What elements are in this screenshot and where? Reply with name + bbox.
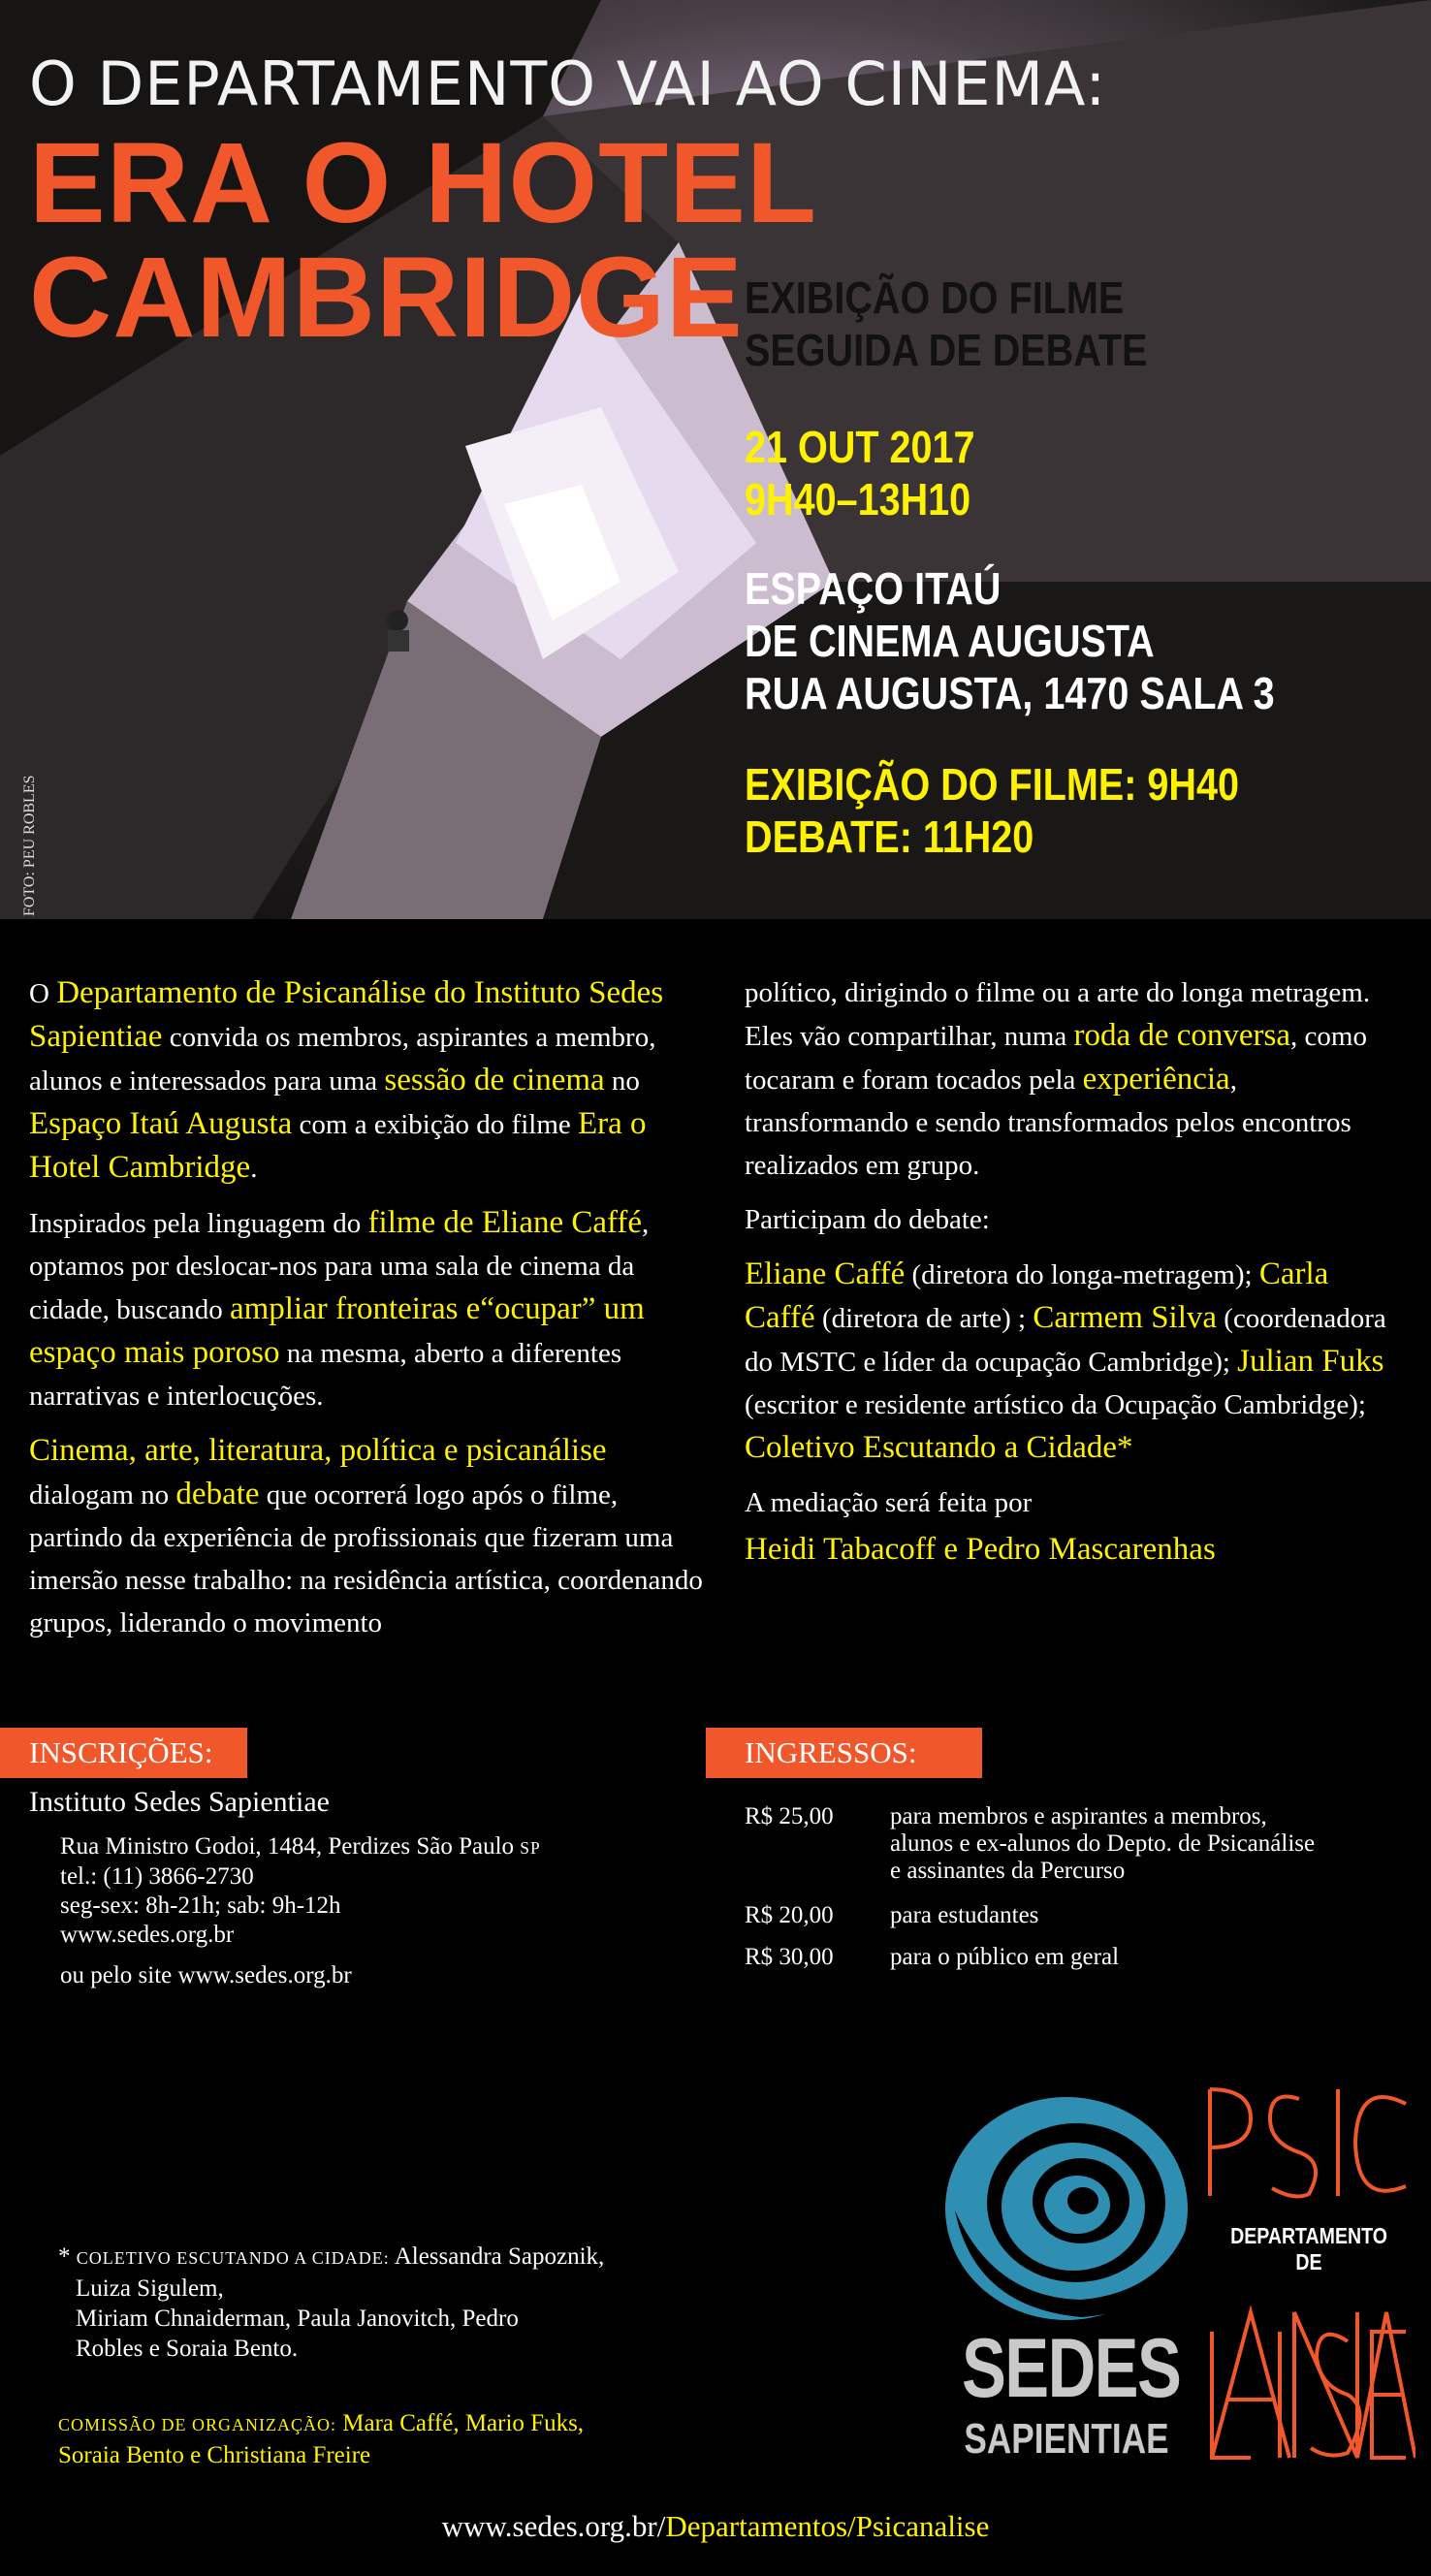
website[interactable]: www.sedes.org.br <box>60 1922 235 1948</box>
price-desc <box>890 1902 1431 1929</box>
mediators <box>745 1528 1404 1572</box>
title-line-2: ERA O HOTEL CAMBRIDGE <box>29 119 815 362</box>
text: no <box>604 1065 640 1097</box>
title-line-1: O DEPARTAMENTO VAI AO CINEMA: <box>29 48 1107 119</box>
price-desc <box>890 1944 1431 1971</box>
text: (escritor e residente artístico da Ocupação Cambridge); <box>745 1389 1366 1420</box>
comissao-note <box>58 2408 584 2470</box>
text: , transformando e sendo transformados pelos encontros realizados em grupo. <box>745 1065 1352 1181</box>
inscricoes-header: INSCRIÇÕES: <box>0 1728 247 1778</box>
hours: seg-sex: 8h-21h; sab: 9h-12h <box>60 1892 341 1919</box>
names: Robles e Soraia Bento. <box>76 2336 299 2362</box>
venue-line: ESPAÇO ITAÚ <box>745 563 1002 614</box>
participants-list <box>745 1253 1404 1470</box>
sapientiae-wordmark: SAPIENTIAE <box>964 2415 1169 2463</box>
participant-name: Julian Fuks <box>1237 1344 1384 1379</box>
coletivo-note <box>58 2242 604 2364</box>
state: SP <box>520 1838 541 1858</box>
mediation-heading: A mediação será feita por <box>745 1487 1033 1518</box>
event-subtitle <box>745 271 1147 376</box>
desc-line: e assinantes da Percurso <box>890 1858 1126 1884</box>
participant-name: Coletivo Escutando a Cidade* <box>745 1430 1133 1465</box>
body-right-column <box>745 971 1404 1583</box>
subtitle-line: SEGUIDA DE DEBATE <box>745 325 1148 375</box>
highlight: ampliar fronteiras e“ocupar” um espaço mais poroso <box>29 1291 645 1370</box>
mediator-names: Heidi Tabacoff e Pedro Mascarenhas <box>745 1532 1216 1567</box>
text: político, dirigindo o filme ou a arte do longa metragem. Eles vão compartilhar, numa <box>745 977 1371 1052</box>
highlight: experiência <box>1082 1062 1230 1097</box>
time-line: 9H40–13H10 <box>745 474 971 525</box>
address: Rua Ministro Godoi, 1484, Perdizes São Paulo <box>60 1833 515 1860</box>
price-desc <box>890 1803 1431 1885</box>
note-line <box>58 2408 584 2440</box>
desc-line: alunos e ex-alunos do Depto. de Psicanálise <box>890 1830 1316 1857</box>
event-date <box>745 421 975 525</box>
text: Inspirados pela linguagem do <box>29 1208 368 1239</box>
price: R$ 30,00 <box>745 1944 834 1970</box>
text: O <box>29 978 57 1009</box>
participants-heading: Participam do debate: <box>745 1204 990 1235</box>
department-label: DEPARTAMENTO DE <box>1230 2223 1387 2274</box>
text: dialogam no <box>29 1479 176 1511</box>
text: com a exibição do filme <box>292 1109 579 1140</box>
text: . <box>250 1153 258 1184</box>
text: que ocorrerá logo após o filme, partindo da experiência de profissionais que fizeram uma imersão nesse trabalho: na residência artística, coordenando grupos, liderando o movimento <box>29 1479 703 1638</box>
highlight: Era o Hotel Cambridge <box>29 1106 647 1185</box>
paragraph-continuation <box>745 971 1404 1187</box>
date-line: 21 OUT 2017 <box>745 422 975 472</box>
names: Luiza Sigulem, <box>76 2275 224 2302</box>
participant-name: Carmem Silva <box>1033 1300 1218 1335</box>
highlight: debate <box>175 1477 260 1511</box>
text: (coordenadora do MSTC e líder da ocupação Cambridge); <box>745 1303 1386 1378</box>
sedes-spiral-icon <box>936 2084 1197 2337</box>
price: R$ 20,00 <box>745 1902 834 1928</box>
body-left-column <box>29 971 708 1656</box>
note-label: COLETIVO ESCUTANDO A CIDADE: <box>76 2248 390 2268</box>
names: Miriam Chnaiderman, Paula Janovitch, Pedro <box>76 2306 519 2332</box>
address-line <box>60 1832 541 1862</box>
event-schedule <box>745 758 1239 863</box>
footer-url[interactable] <box>0 2509 1431 2544</box>
text: , optamos por deslocar-nos para uma sala de cinema da cidade, buscando <box>29 1208 650 1325</box>
highlight: Espaço Itaú Augusta <box>29 1106 293 1141</box>
subtitle-line: EXIBIÇÃO DO FILME <box>745 272 1125 323</box>
highlight: Departamento de Psicanálise do Instituto Sedes Sapientiae <box>29 975 664 1054</box>
highlight: Cinema, arte, literatura, política e psicanálise <box>29 1433 607 1468</box>
ingressos-header: INGRESSOS: <box>706 1728 982 1778</box>
paragraph-debate <box>29 1429 708 1644</box>
psicanalise-logo <box>1202 2080 1415 2467</box>
text: na mesma, aberto a diferentes narrativas e interlocuções. <box>29 1338 622 1412</box>
text: , como tocaram e foram tocados pela <box>745 1021 1367 1096</box>
event-venue <box>745 562 1275 719</box>
highlight: roda de conversa <box>1073 1018 1291 1053</box>
highlight: sessão de cinema <box>384 1063 605 1097</box>
paragraph-inspiration <box>29 1201 708 1417</box>
alt-site: ou pelo site www.sedes.org.br <box>60 1962 352 1988</box>
photo-credit: FOTO: PEU ROBLES <box>21 775 38 916</box>
desc-line: para o público em geral <box>890 1944 1120 1970</box>
desc-line: para membros e aspirantes a membros, <box>890 1803 1267 1829</box>
paragraph-intro <box>29 971 708 1190</box>
inscricoes-org: Instituto Sedes Sapientiae <box>29 1786 330 1818</box>
note-label: COMISSÃO DE ORGANIZAÇÃO: <box>58 2415 337 2434</box>
hero-banner <box>0 0 1431 919</box>
sedes-logo <box>936 2084 1197 2472</box>
text: (diretora do longa-metragem); <box>905 1259 1259 1290</box>
names: Mara Caffé, Mario Fuks, <box>342 2410 585 2436</box>
url-base: www.sedes.org.br/ <box>441 2509 666 2543</box>
highlight: filme de Eliane Caffé <box>367 1205 643 1240</box>
text: (diretora de arte) ; <box>814 1303 1034 1334</box>
price: R$ 25,00 <box>745 1803 834 1829</box>
phone: tel.: (11) 3866-2730 <box>60 1863 254 1890</box>
text: convida os membros, aspirantes a membro, alunos e interessados para uma <box>29 1022 656 1097</box>
note-line: * COLETIVO ESCUTANDO A CIDADE: Alessandra Sapoznik, <box>58 2243 605 2270</box>
venue-line: RUA AUGUSTA, 1470 SALA 3 <box>745 668 1275 718</box>
desc-line: para estudantes <box>890 1902 1039 1928</box>
url-path: Departamentos/Psicanalise <box>665 2509 990 2543</box>
sedes-wordmark: SEDES <box>962 2322 1181 2415</box>
participant-name: Eliane Caffé <box>745 1256 906 1291</box>
venue-line: DE CINEMA AUGUSTA <box>745 616 1155 666</box>
schedule-line: EXIBIÇÃO DO FILME: 9H40 <box>745 759 1239 810</box>
names: Alessandra Sapoznik, <box>394 2243 605 2270</box>
schedule-line: DEBATE: 11H20 <box>745 811 1034 862</box>
names: Soraia Bento e Christiana Freire <box>58 2442 371 2468</box>
participant-name: Carla Caffé <box>745 1256 1329 1335</box>
inscricoes-address-block <box>60 1832 541 1990</box>
